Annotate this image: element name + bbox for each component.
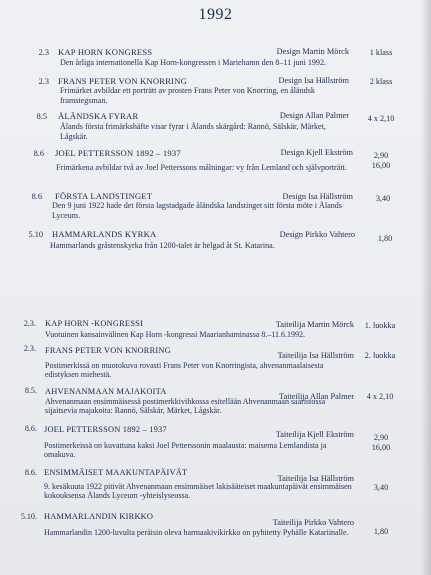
- designer: Design Pirkko Vahtero: [279, 230, 355, 239]
- stamp-description: Ahvenanmaan ensimmäisessä postimerkkivihkossa esitellään Ahvenanmaan saaristossa sijaitsevia majakoita: Rannö, Sälskär, Märket, Lågskär.: [45, 397, 326, 416]
- stamp-description: Den 9 juni 1922 hade det första lagstadgade åländska landstinget sitt första möte i Ålands Lyceum.: [52, 201, 342, 220]
- face-value: 1 klass: [369, 48, 393, 57]
- face-value: 2 klass: [369, 77, 393, 86]
- stamp-description: Postimerkeissä on kuvattuna kaksi Joel Petterssonin maalausta: maisema Lemlandista ja omakuva.: [44, 441, 327, 460]
- issue-date: 2.3.: [23, 344, 36, 353]
- stamp-title: HAMMARLANDIN KIRKKO: [44, 512, 154, 521]
- issue-date: 5.10.: [20, 512, 37, 521]
- stamp-title: AHVENANMAAN MAJAKOITA: [45, 387, 167, 396]
- issue-date: 2.3.: [23, 319, 36, 328]
- designer: Design Kjell Ekström: [280, 148, 353, 157]
- designer: Taiteilija Kjell Ekström: [275, 430, 354, 439]
- issue-date: 8.6.: [24, 468, 37, 477]
- stamp-description: Frimärket avbildar ett porträtt av prosten Frans Peter von Knorring, en åländsk framstegsman.: [60, 86, 315, 105]
- issue-date: 2.3: [38, 48, 49, 57]
- stamp-description: Hammarlands gråstenskyrka från 1200-talet är helgad åt St. Katarina.: [50, 241, 275, 250]
- face-value: 2,90 16,00: [371, 151, 391, 170]
- designer: Taiteilija Isa Hällström: [277, 351, 354, 360]
- face-value: 3,40: [375, 194, 391, 203]
- designer: Design Martin Mörck: [276, 47, 349, 56]
- issue-date: 5.10: [28, 230, 43, 239]
- face-value: 1,80: [377, 234, 393, 243]
- designer: Taiteilija Pirkko Vahtero: [272, 518, 354, 527]
- stamp-description: 9. kesäkuuta 1922 pitivät Ahvenanmaan ensimmäiset lakisääteiset maakuntapäivät ensimmäisen kokouksensa Ålands Lyceum -yhteislyseossa.: [44, 482, 352, 501]
- face-value: 2. luokka: [364, 351, 396, 360]
- designer: Taiteilija Isa Hällström: [277, 474, 354, 483]
- face-value: 4 x 2,10: [367, 114, 395, 123]
- stamp-title: JOEL PETTERSSON 1892 – 1937: [55, 148, 181, 158]
- stamp-description: Den årliga internationella Kap Horn-kongressen i Mariehamn den 8–11 juni 1992.: [60, 58, 327, 67]
- face-value: 2,90 16,00: [371, 433, 391, 452]
- designer: Design Isa Hällström: [282, 192, 353, 201]
- designer: Taiteilija Allan Palmer: [279, 392, 354, 401]
- stamp-title: FRANS PETER VON KNORRING: [58, 76, 188, 86]
- stamp-title: FRANS PETER VON KNORRING: [45, 346, 171, 355]
- stamp-description: Hammarlandin 1200-luvulta peräisin oleva harmaakivikirkko on pyhitetty Pyhälle Katariinalle.: [44, 528, 349, 537]
- issue-date: 8.6: [31, 192, 42, 201]
- designer: Design Isa Hällström: [278, 76, 349, 85]
- stamp-title: JOEL PETTERSSON 1892 – 1937: [44, 425, 167, 434]
- face-value: 1. luokka: [364, 321, 396, 330]
- stamp-description: Frimärkena avbildar två av Joel Petterssons målningar: vy från Lemland och självporträtt.: [56, 163, 347, 172]
- face-value: 4 x 2,10: [366, 392, 394, 401]
- page-edge-shadow: [421, 0, 431, 575]
- stamp-description: Postimerkissä on muotokuva rovasti Frans Peter von Knorringista, ahvenanmaalaisesta edistyksen miehestä.: [45, 361, 324, 380]
- issue-date: 8.5: [36, 112, 47, 121]
- stamp-title: HAMMARLANDS KYRKA: [52, 229, 157, 239]
- issue-date: 2.3: [38, 77, 49, 86]
- stamp-description: Ålands första frimärkshäfte visar fyrar i Ålands skärgård: Rannö, Sälskär, Märket, Lågskär.: [60, 122, 326, 141]
- face-value: 3,40: [373, 483, 389, 492]
- designer: Design Allan Palmer: [279, 111, 349, 120]
- stamp-title: FÖRSTA LANDSTINGET: [55, 191, 153, 201]
- stamp-title: KAP HORN KONGRESS: [58, 47, 153, 57]
- designer: Taiteilija Martin Mörck: [275, 320, 354, 329]
- stamp-title: ENSIMMÄISET MAAKUNTAPÄIVÄT: [44, 468, 188, 477]
- stamp-title: KAP HORN -KONGRESSI: [45, 319, 143, 328]
- issue-date: 8.6: [33, 149, 44, 158]
- stamp-description: Vuotuinen kansainvälinen Kap Horn -kongressi Maarianhaminassa 8.–11.6.1992.: [45, 330, 306, 339]
- stamp-title: ÅLÄNDSKA FYRAR: [58, 111, 139, 121]
- issue-date: 8.5.: [24, 386, 37, 395]
- year-heading: 1992: [198, 6, 233, 23]
- issue-date: 8.6.: [24, 424, 37, 433]
- face-value: 1,80: [373, 527, 389, 536]
